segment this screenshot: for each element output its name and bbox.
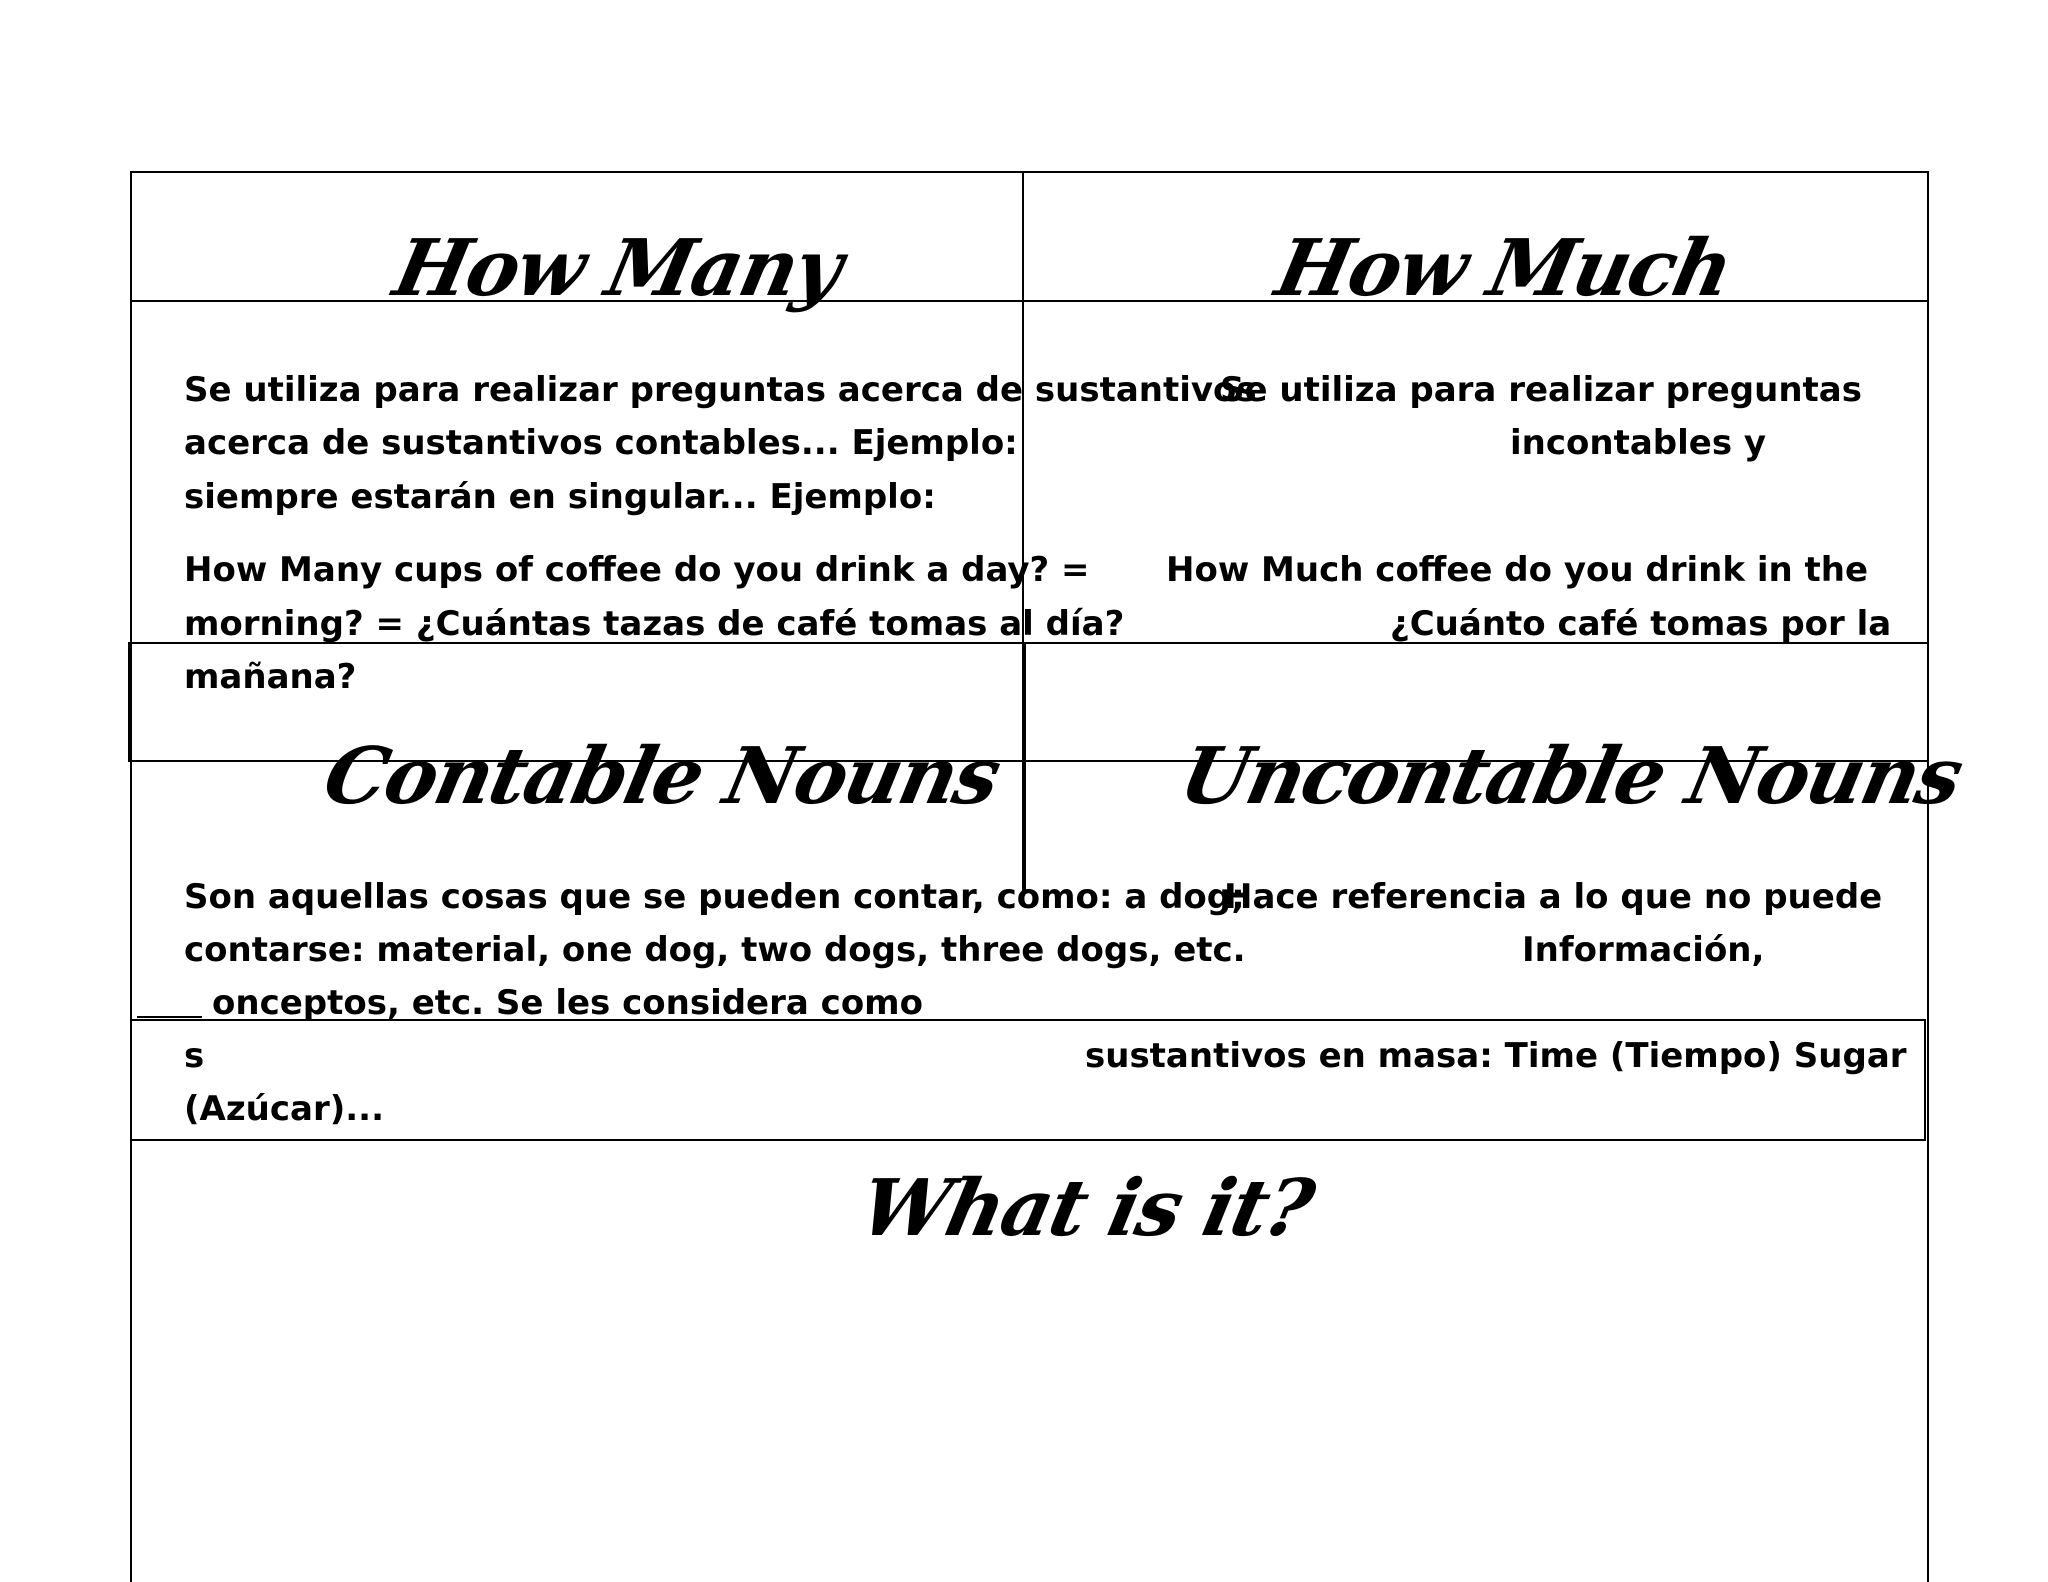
nouns-column-divider [1024, 642, 1026, 892]
heading-how-many: How Many [386, 223, 849, 314]
how-much-example-2: ¿Cuánto café tomas por la [1390, 604, 1892, 644]
how-much-example-1: How Much coffee do you drink in the [1166, 550, 1869, 590]
how-much-line-2: incontables y [1510, 423, 1767, 463]
contable-line-4: s [184, 1036, 205, 1076]
uncontable-line-1: Hace referencia a lo que no puede [1224, 877, 1883, 917]
how-much-line-1: Se utiliza para realizar preguntas [1220, 370, 1862, 410]
contable-line-2: contarse: material, one dog, two dogs, three dogs, etc. [184, 930, 1246, 970]
heading-what-is-it: What is it? [852, 1163, 1320, 1254]
frame-right-border [1927, 171, 1929, 1582]
how-many-example-3: mañana? [184, 657, 357, 697]
uncontable-line-2: Información, [1522, 930, 1765, 970]
contable-line-1: Son aquellas cosas que se pueden contar, como: a dog; [184, 877, 1245, 917]
how-many-example-1: How Many cups of coffee do you drink a day? = [184, 550, 1090, 590]
contable-line-3: onceptos, etc. Se les considera como [212, 983, 923, 1023]
heading-how-much: How Much [1268, 223, 1740, 314]
frame-top-border [130, 171, 1929, 173]
heading-contable-nouns: Contable Nouns [316, 731, 1007, 822]
how-many-line-2: acerca de sustantivos contables... Ejemplo: [184, 423, 1018, 463]
how-many-line-3: siempre estarán en singular... Ejemplo: [184, 477, 936, 517]
frame-left-border [130, 171, 132, 1582]
stray-mark [137, 1016, 202, 1018]
how-many-example-2: morning? = ¿Cuántas tazas de café tomas al día? [184, 604, 1125, 644]
uncontable-line-3: sustantivos en masa: Time (Tiempo) Sugar [1085, 1036, 1907, 1076]
how-many-line-1: Se utiliza para realizar preguntas acerca de sustantivos [184, 370, 1257, 410]
contable-line-5: (Azúcar)... [184, 1089, 384, 1129]
heading-uncontable-nouns: Uncontable Nouns [1172, 731, 1969, 822]
